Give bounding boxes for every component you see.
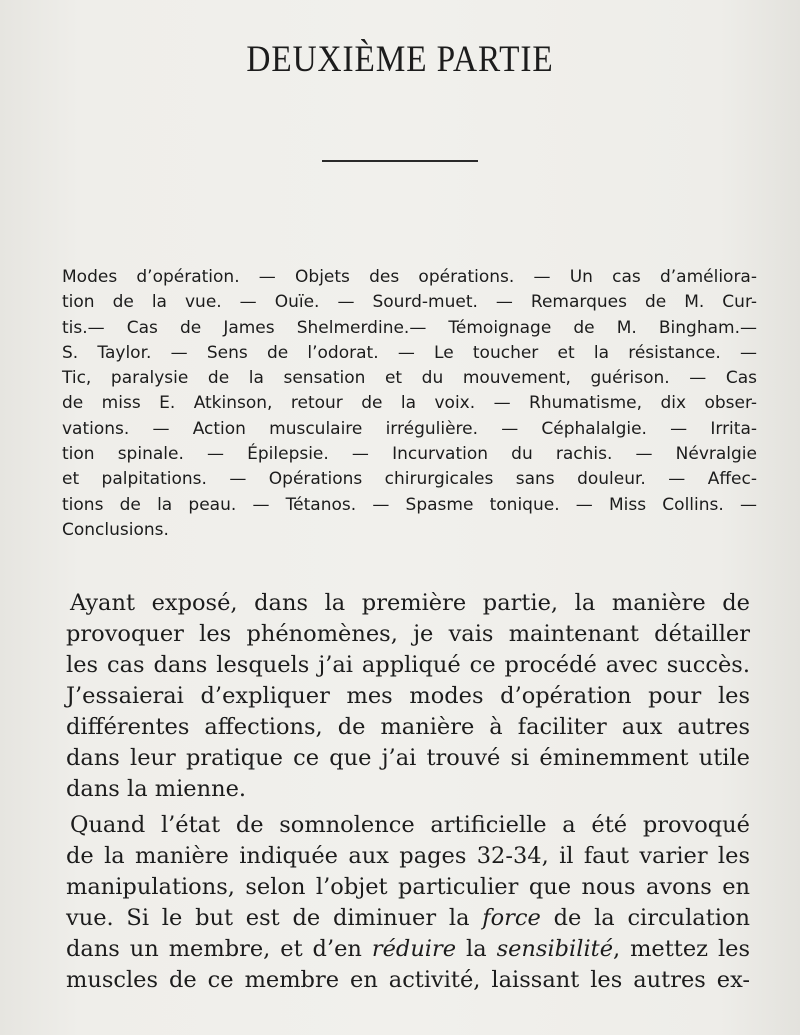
text-line bbox=[66, 903, 750, 934]
text-run: la bbox=[456, 936, 497, 962]
text-line: les cas dans lesquels j’ai appliqué ce procédé avec succès. bbox=[66, 652, 750, 678]
emphasis-sensibilite: sensibilité bbox=[496, 936, 614, 962]
text-line: dans la mienne. bbox=[66, 776, 247, 802]
summary-line: tion de la vue. — Ouïe. — Sourd-muet. — Remarques de M. Cur- bbox=[62, 292, 757, 313]
summary-line: vations. — Action musculaire irrégulière. — Céphalalgie. — Irrita- bbox=[62, 418, 757, 439]
text-line: muscles de ce membre en activité, laissant les autres ex- bbox=[66, 967, 750, 993]
summary-line: et palpitations. — Opérations chirurgicales sans douleur. — Affec- bbox=[62, 469, 757, 490]
body-text bbox=[66, 588, 750, 996]
chapter-summary bbox=[62, 265, 757, 543]
text-line: différentes affections, de manière à faciliter aux autres bbox=[66, 714, 750, 740]
text-run: , mettez les bbox=[613, 936, 750, 962]
text-line: de la manière indiquée aux pages 32-34, il faut varier les bbox=[66, 843, 750, 869]
text-line bbox=[66, 934, 750, 965]
text-run: vue. Si le but est de diminuer la bbox=[66, 905, 483, 931]
text-line: Quand l’état de somnolence artificielle a été provoqué bbox=[70, 812, 750, 838]
text-line: Ayant exposé, dans la première partie, la manière de bbox=[70, 590, 750, 616]
emphasis-force: force bbox=[482, 905, 541, 931]
summary-line: Conclusions. bbox=[62, 519, 169, 540]
text-line: provoquer les phénomènes, je vais maintenant détailler bbox=[66, 621, 750, 647]
title-divider bbox=[322, 160, 478, 162]
summary-line: Tic, paralysie de la sensation et du mouvement, guérison. — Cas bbox=[62, 368, 757, 389]
summary-line: tions de la peau. — Tétanos. — Spasme tonique. — Miss Collins. — bbox=[62, 494, 757, 515]
text-run: de la circulation bbox=[540, 905, 750, 931]
summary-line: tis.— Cas de James Shelmerdine.— Témoignage de M. Bingham.— bbox=[62, 317, 757, 338]
summary-line: tion spinale. — Épilepsie. — Incurvation du rachis. — Névralgie bbox=[62, 444, 757, 465]
text-line: manipulations, selon l’objet particulier que nous avons en bbox=[66, 874, 750, 900]
part-title: DEUXIÈME PARTIE bbox=[246, 39, 554, 80]
text-line: dans leur pratique ce que j’ai trouvé si éminemment utile bbox=[66, 745, 750, 771]
paragraph-2 bbox=[66, 810, 750, 996]
text-line: J’essaierai d’expliquer mes modes d’opération pour les bbox=[66, 683, 750, 709]
text-run: dans un membre, et d’en bbox=[66, 936, 372, 962]
summary-line: Modes d’opération. — Objets des opérations. — Un cas d’améliora- bbox=[62, 267, 757, 287]
summary-line: de miss E. Atkinson, retour de la voix. — Rhumatisme, dix obser- bbox=[62, 393, 757, 414]
paragraph-1 bbox=[66, 588, 750, 805]
emphasis-reduire: réduire bbox=[371, 936, 457, 962]
summary-line: S. Taylor. — Sens de l’odorat. — Le toucher et la résistance. — bbox=[62, 342, 757, 363]
